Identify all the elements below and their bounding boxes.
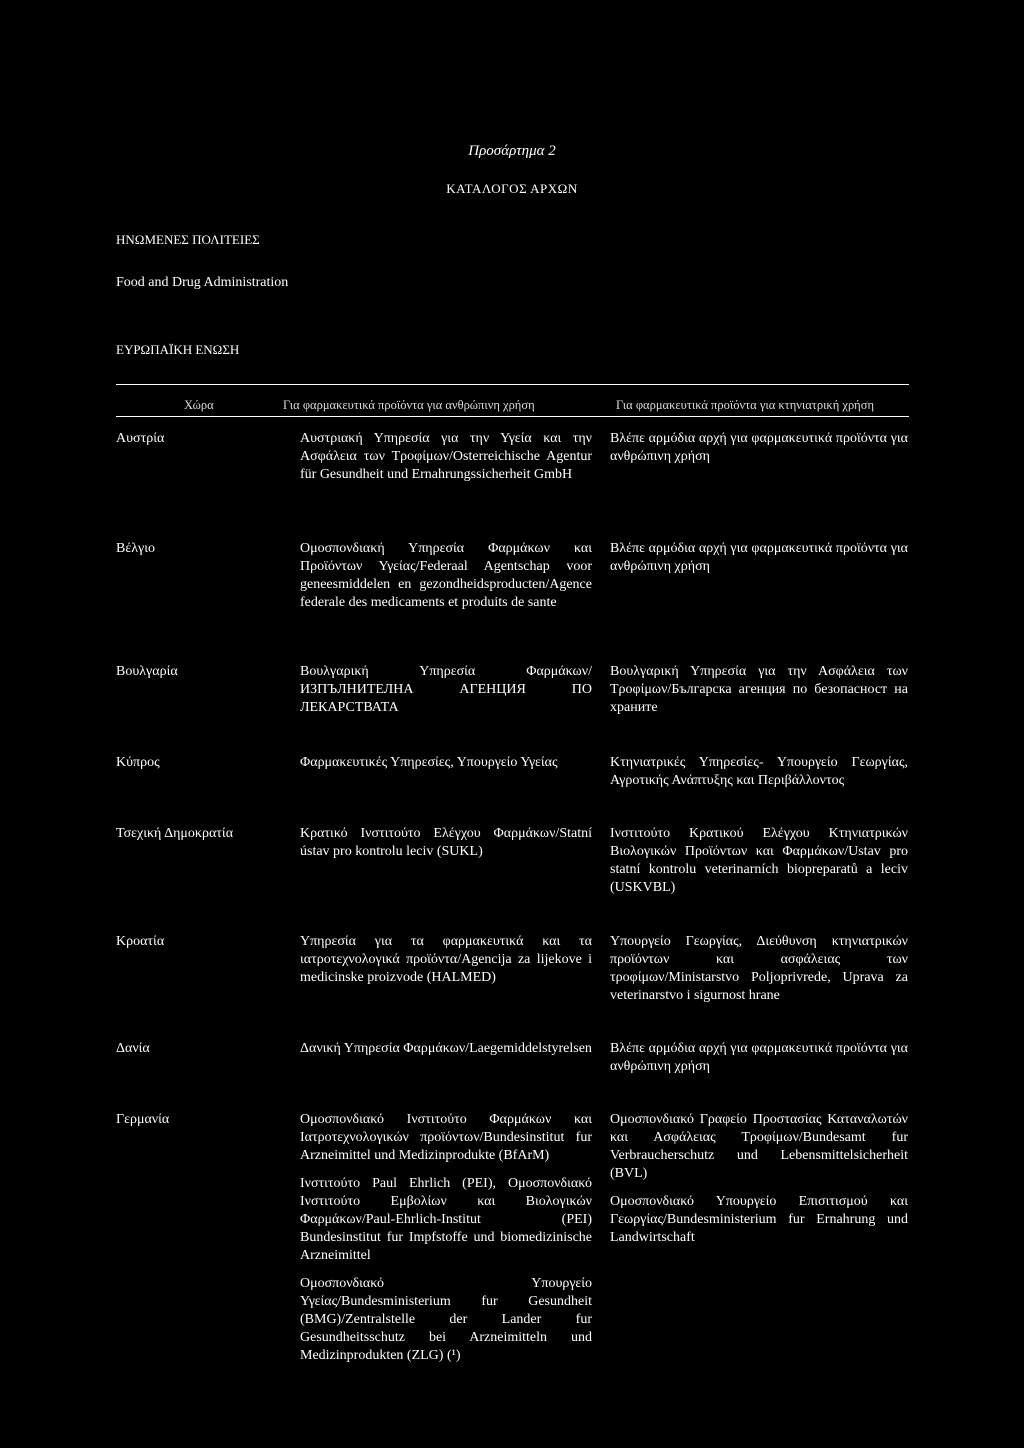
veterinary-authority-cell: Υπουργείο Γεωργίας, Διεύθυνση κτηνιατρικών προϊόντων και ασφάλειας των τροφίμων/Ministarstvo Poljoprivrede, Uprava za veterinarstvo i sigurnost hrane	[610, 934, 908, 1003]
veterinary-authority-cell: Βλέπε αρμόδια αρχή για φαρμακευτικά προϊόντα για ανθρώπινη χρήση	[610, 541, 908, 574]
human-authority-pei: Ινστιτούτο Paul Ehrlich (PEI), Ομοσπονδιακό Ινστιτούτο Εμβολίων και Βιολογικών Φαρμάκων/Paul-Ehrlich-Institut (PEI) Bundesinstitut fur Impfstoffe und biomedizinische Arzneimittel	[300, 1176, 592, 1263]
human-authority-cell	[300, 1111, 592, 1365]
country-cell: Τσεχική Δημοκρατία	[116, 826, 234, 841]
column-header-country: Χώρα	[184, 398, 214, 412]
veterinary-authority-cell: Κτηνιατρικές Υπηρεσίες- Υπουργείο Γεωργίας, Αγροτικής Ανάπτυξης και Περιβάλλοντος	[610, 755, 908, 788]
us-section-heading: ΗΝΩΜΕΝΕΣ ΠΟΛΙΤΕΙΕΣ	[116, 232, 260, 247]
annex-title: Προσάρτημα 2	[468, 143, 556, 159]
country-cell: Βουλγαρία	[116, 664, 178, 679]
column-header-veterinary: Για φαρμακευτικά προϊόντα για κτηνιατρική χρήση	[616, 398, 874, 412]
us-authority: Food and Drug Administration	[116, 275, 289, 290]
human-authority-cell: Ομοσπονδιακή Υπηρεσία Φαρμάκων και Προϊόντων Υγείας/Federaal Agentschap voor geneesmiddelen en gezondheidsproducten/Agence federale des medicaments et produits de sante	[300, 541, 592, 610]
eu-section-heading: ΕΥΡΩΠΑΪΚΗ ΕΝΩΣΗ	[116, 342, 240, 357]
human-authority-cell: Φαρμακευτικές Υπηρεσίες, Υπουργείο Υγείας	[300, 755, 558, 770]
human-authority-bmg: Ομοσπονδιακό Υπουργείο Υγείας/Bundesministerium fur Gesundheit (BMG)/Zentralstelle der Lander fur Gesundheitsschutz bei Arzneimitteln und Medizinprodukten (ZLG) (¹)	[300, 1276, 592, 1363]
country-cell: Γερμανία	[116, 1112, 170, 1127]
human-authority-cell: Αυστριακή Υπηρεσία για την Υγεία και την Ασφάλεια των Τροφίμων/Osterreichische Agentur für Gesundheit und Ernahrungssicherheit GmbH	[300, 431, 592, 482]
human-authority-cell: Κρατικό Ινστιτούτο Ελέγχου Φαρμάκων/Statní ústav pro kontrolu leciv (SUKL)	[300, 826, 592, 859]
table-top-rule	[116, 384, 909, 385]
country-cell: Αυστρία	[116, 431, 165, 446]
human-authority-bfarm: Ομοσπονδιακό Ινστιτούτο Φαρμάκων και Ιατροτεχνολογικών προϊόντων/Bundesinstitut fur Arzneimittel und Medizinprodukte (BfArM)	[300, 1112, 592, 1163]
country-cell: Δανία	[116, 1041, 150, 1056]
human-authority-cell: Βουλγαρική Υπηρεσία Φαρμάκων/ ИЗПЪЛНИТЕЛНА АГЕНЦИЯ ПО ЛЕКАРСТВАТА	[300, 664, 592, 715]
veterinary-authority-bmel: Ομοσπονδιακό Υπουργείο Επισιτισμού και Γεωργίας/Bundesministerium fur Ernahrung und Landwirtschaft	[610, 1194, 908, 1245]
veterinary-authority-cell: Βλέπε αρμόδια αρχή για φαρμακευτικά προϊόντα για ανθρώπινη χρήση	[610, 1041, 908, 1074]
country-cell: Κροατία	[116, 934, 165, 949]
list-title: ΚΑΤΑΛΟΓΟΣ ΑΡΧΩΝ	[446, 181, 578, 196]
human-authority-cell: Υπηρεσία για τα φαρμακευτικά και τα ιατροτεχνολογικά προϊόντα/Agencija za lijekove i medicinske proizvode (HALMED)	[300, 934, 592, 985]
veterinary-authority-cell: Βλέπε αρμόδια αρχή για φαρμακευτικά προϊόντα για ανθρώπινη χρήση	[610, 431, 908, 464]
veterinary-authority-cell	[610, 1111, 908, 1247]
human-authority-cell: Δανική Υπηρεσία Φαρμάκων/Laegemiddelstyrelsen	[300, 1041, 592, 1056]
veterinary-authority-cell: Ινστιτούτο Κρατικού Ελέγχου Κτηνιατρικών Βιολογικών Προϊόντων και Φαρμάκων/Ustav pro statní kontrolu veterinarních biopreparatů a leciv (USKVBL)	[610, 826, 908, 895]
veterinary-authority-cell: Βουλγαρική Υπηρεσία για την Ασφάλεια των Τροφίμων/Българска агенция по безопасност на храните	[610, 664, 908, 715]
table-header-rule	[116, 416, 909, 417]
column-header-human: Για φαρμακευτικά προϊόντα για ανθρώπινη χρήση	[283, 398, 535, 412]
veterinary-authority-bvl: Ομοσπονδιακό Γραφείο Προστασίας Καταναλωτών και Ασφάλειας Τροφίμων/Bundesamt fur Verbraucherschutz und Lebensmittelsicherheit (BVL)	[610, 1112, 908, 1181]
country-cell: Βέλγιο	[116, 541, 155, 556]
country-cell: Κύπρος	[116, 755, 160, 770]
